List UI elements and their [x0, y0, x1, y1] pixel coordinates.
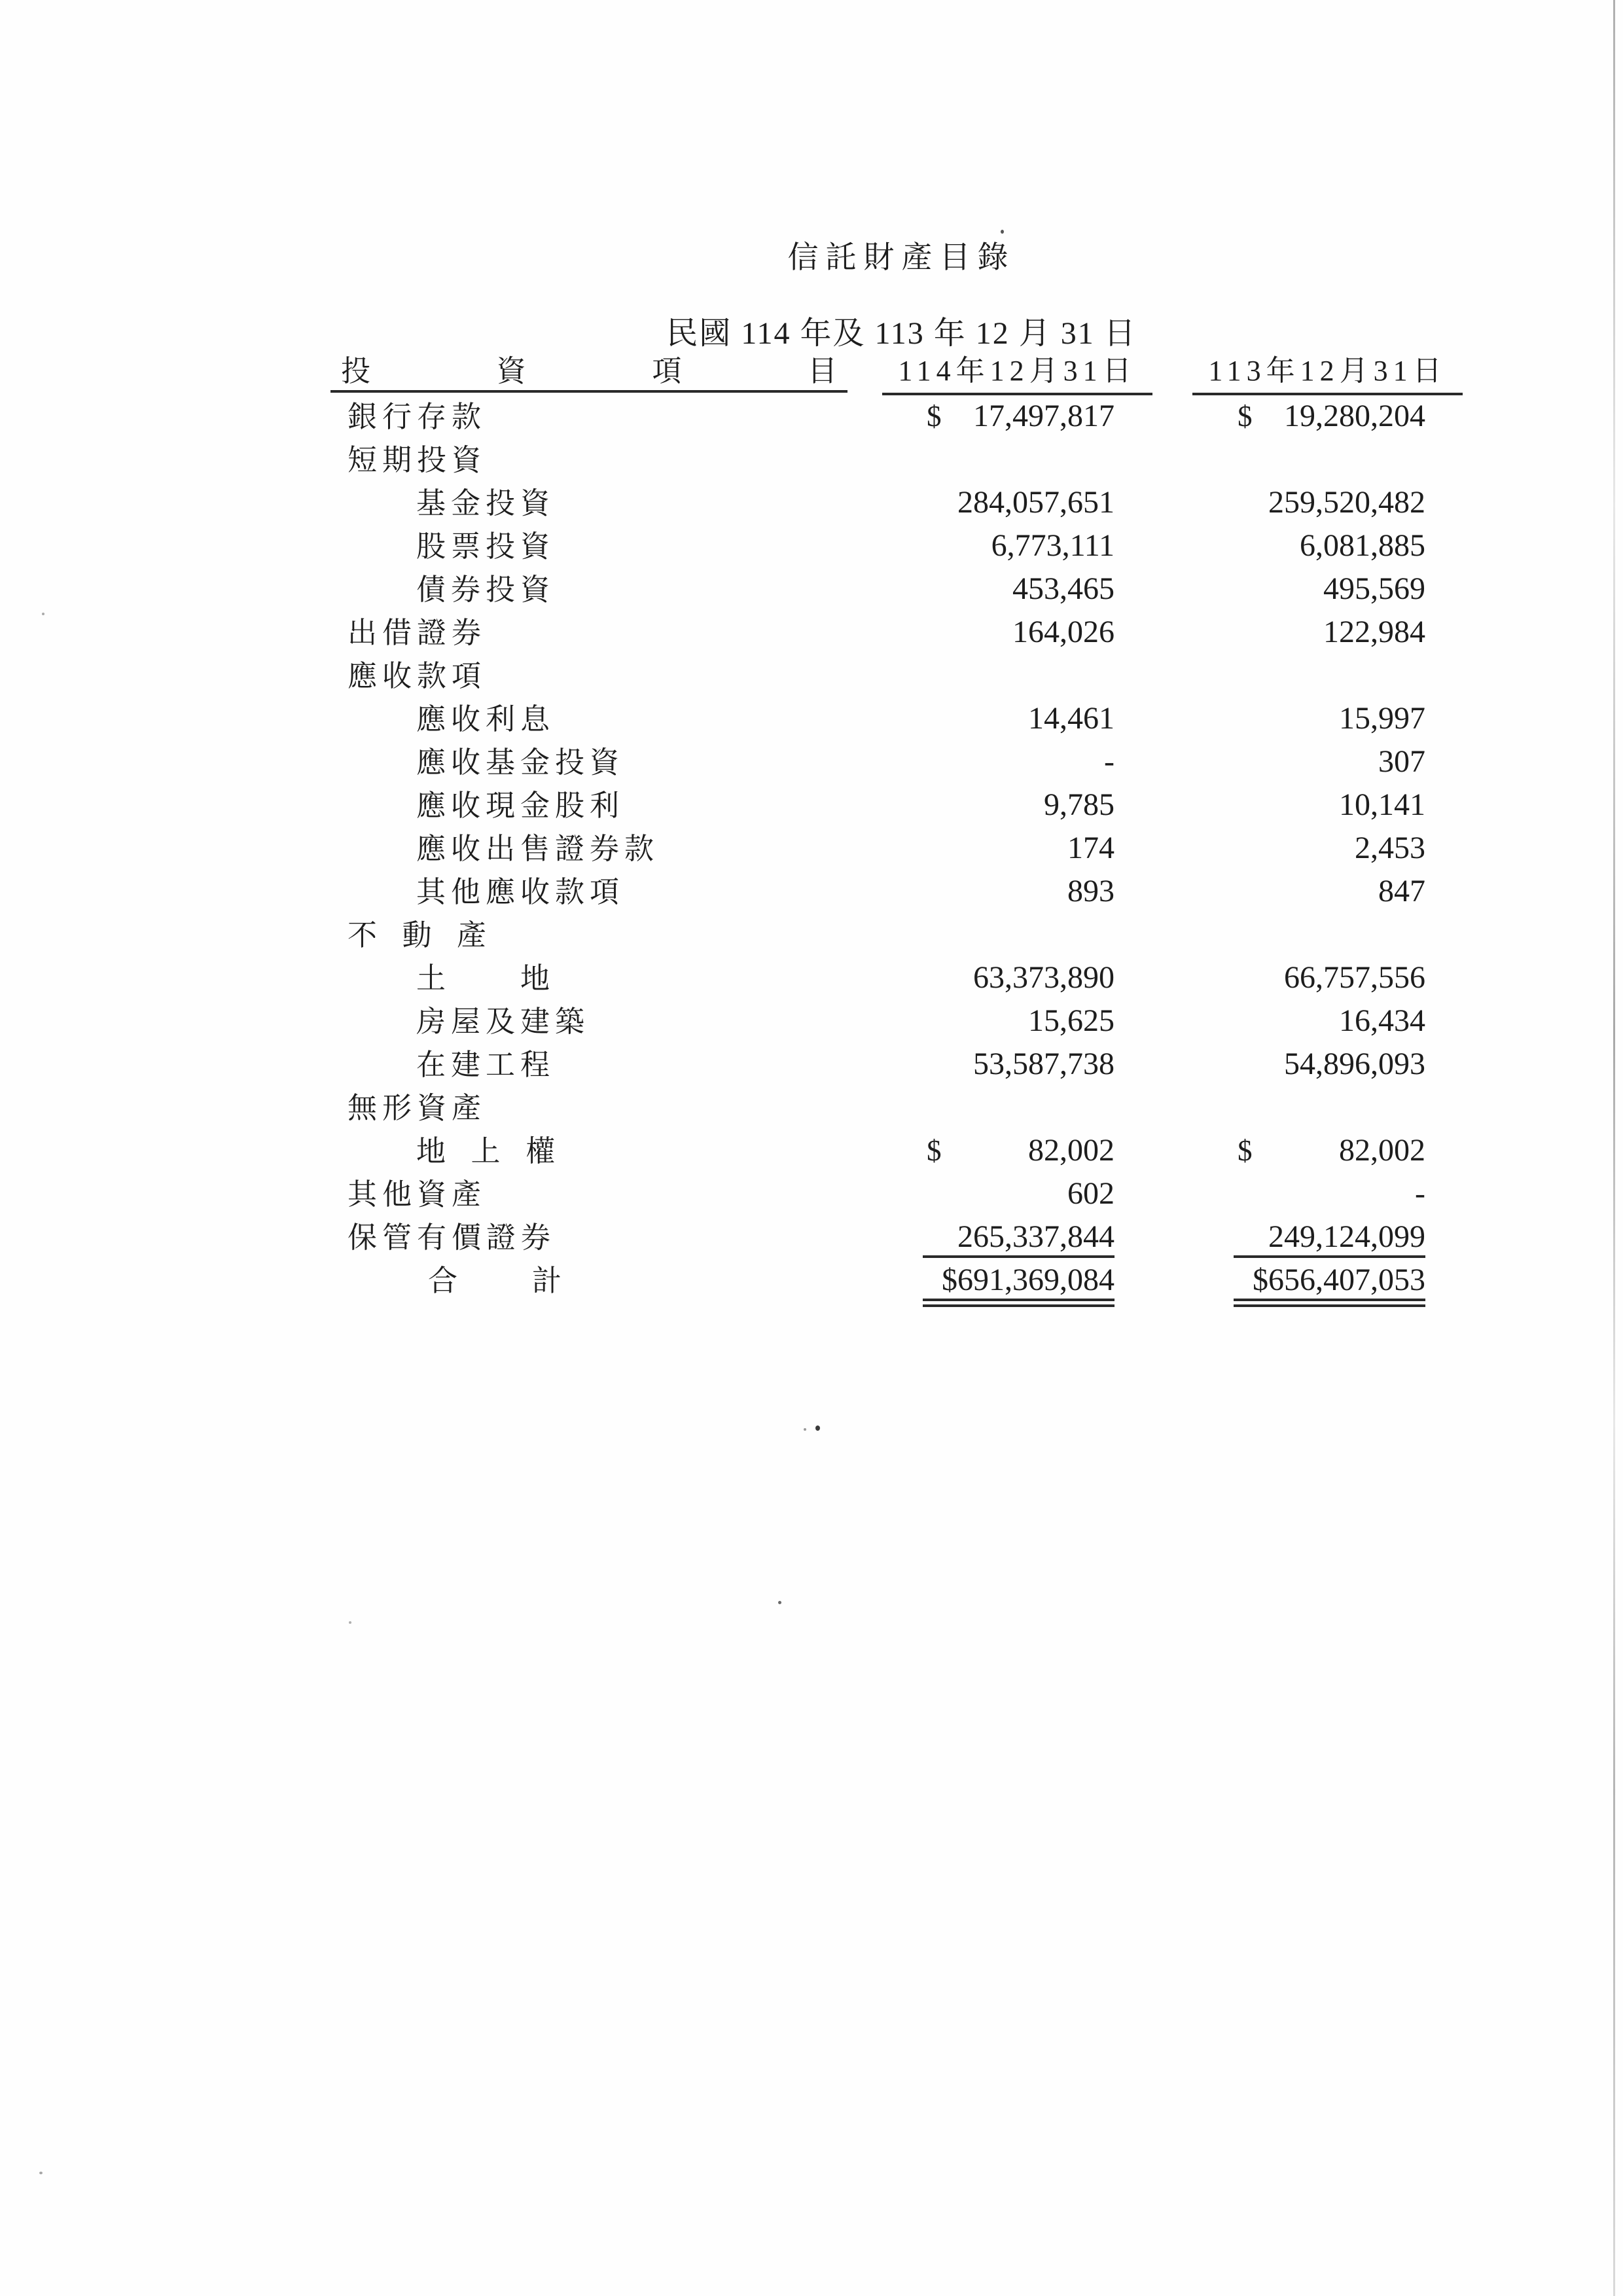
amount-value: 122,984: [1323, 615, 1425, 649]
amount-value: -: [1104, 744, 1115, 779]
amount-cell-v2: [1234, 1046, 1425, 1083]
table-row: [330, 914, 1472, 957]
amount-cell-v2: [1234, 916, 1425, 953]
amount-cell-v1: [923, 1046, 1115, 1083]
scan-artifact-line: [1613, 0, 1615, 2296]
scan-speck: [349, 1621, 351, 1624]
amount-cell-v1: [923, 830, 1115, 867]
amount-cell-v1: [923, 614, 1115, 651]
amount-cell-v1: [923, 744, 1115, 780]
table-header-date-113: 113年12月31日: [1192, 352, 1463, 395]
amount-cell-v1: [923, 1003, 1115, 1039]
amount-value: 17,497,817: [973, 399, 1115, 433]
row-label: 其他資產: [348, 1178, 487, 1211]
table-header-item-column: [330, 352, 847, 393]
amount-value: 10,141: [1339, 787, 1425, 822]
amount-value: 249,124,099: [1268, 1219, 1425, 1254]
table-row: [330, 784, 1472, 827]
header-item-char: 項: [652, 355, 682, 387]
table-row: [330, 568, 1472, 611]
row-label: 股票投資: [416, 530, 556, 563]
scan-speck: [778, 1601, 781, 1604]
amount-value: 6,081,885: [1300, 528, 1425, 563]
amount-cell-v2: [1234, 398, 1425, 435]
amount-value: 284,057,651: [957, 485, 1115, 520]
table-row: [330, 1000, 1472, 1043]
dollar-sign: $: [927, 400, 942, 433]
amount-value: 82,002: [1339, 1133, 1425, 1168]
amount-cell-v1: [923, 657, 1115, 694]
table-row: [330, 1216, 1472, 1259]
amount-cell-v1: [923, 1175, 1115, 1212]
row-label: 地 上 權: [416, 1135, 561, 1168]
table-row: [330, 655, 1472, 698]
amount-value: 53,587,738: [973, 1047, 1115, 1081]
amount-value: 259,520,482: [1268, 485, 1425, 520]
row-label: 房屋及建築: [416, 1005, 590, 1038]
amount-value: 164,026: [1012, 615, 1115, 649]
row-label: 出借證券: [348, 617, 487, 649]
row-label: 應收基金投資: [416, 746, 625, 779]
row-label: 短期投資: [348, 444, 487, 476]
amount-cell-v2: [1234, 441, 1425, 478]
amount-cell-v1: [923, 398, 1115, 435]
amount-cell-v2: [1234, 700, 1425, 737]
scan-speck: [1001, 230, 1004, 234]
row-label: 保管有價證券: [348, 1221, 556, 1254]
amount-value: 2,453: [1355, 831, 1425, 865]
amount-value: $691,369,084: [942, 1263, 1115, 1297]
dollar-sign: $: [1238, 400, 1253, 433]
amount-cell-v1: [923, 441, 1115, 478]
amount-value: 19,280,204: [1284, 399, 1425, 433]
amount-value: 893: [1067, 874, 1115, 908]
row-label: 應收款項: [348, 660, 487, 692]
amount-cell-v1: [923, 1262, 1115, 1307]
table-row: [330, 1043, 1472, 1086]
amount-cell-v2: [1234, 787, 1425, 823]
dollar-sign: $: [927, 1134, 942, 1167]
amount-cell-v2: [1234, 960, 1425, 996]
amount-cell-v2: [1234, 1262, 1425, 1307]
scan-speck: [804, 1428, 806, 1431]
row-label: 土 地: [416, 962, 556, 995]
row-label: 其他應收款項: [416, 876, 625, 908]
document-title: 信託財產目錄: [787, 241, 1016, 275]
amount-cell-v2: [1234, 1132, 1425, 1169]
table-row: [330, 870, 1472, 914]
amount-cell-v2: [1234, 1003, 1425, 1039]
amount-value: 63,373,890: [973, 960, 1115, 995]
amount-value: 15,625: [1028, 1003, 1115, 1038]
table-row: [330, 741, 1472, 784]
document-content: [330, 0, 1472, 2296]
table-row: [330, 1086, 1472, 1130]
amount-value: 14,461: [1028, 701, 1115, 736]
table-row: [330, 611, 1472, 655]
amount-cell-v1: [923, 960, 1115, 996]
scan-speck: [42, 613, 45, 615]
header-item-char: 投: [341, 355, 371, 387]
amount-cell-v2: [1234, 830, 1425, 867]
amount-cell-v1: [923, 873, 1115, 910]
table-row: [330, 1173, 1472, 1216]
amount-cell-v2: [1234, 484, 1425, 521]
amount-cell-v2: [1234, 657, 1425, 694]
amount-cell-v1: [923, 1132, 1115, 1169]
row-label: 合 計: [428, 1265, 567, 1297]
amount-value: 66,757,556: [1284, 960, 1425, 995]
amount-value: 847: [1378, 874, 1425, 908]
table-row: [330, 698, 1472, 741]
table-rows: [330, 395, 1472, 1302]
row-label: 應收出售證券款: [416, 833, 660, 865]
amount-cell-v1: [923, 700, 1115, 737]
amount-value: 15,997: [1339, 701, 1425, 736]
row-label: 銀行存款: [348, 401, 487, 433]
amount-cell-v1: [923, 484, 1115, 521]
row-label: 基金投資: [416, 487, 556, 520]
amount-cell-v2: [1234, 744, 1425, 780]
amount-value: 307: [1378, 744, 1425, 779]
amount-value: 453,465: [1012, 571, 1115, 606]
amount-cell-v1: [923, 571, 1115, 607]
scan-speck: [39, 2172, 43, 2174]
amount-cell-v2: [1234, 528, 1425, 564]
amount-cell-v2: [1234, 1089, 1425, 1126]
scan-speck: [815, 1426, 820, 1431]
amount-value: $656,407,053: [1253, 1263, 1425, 1297]
amount-value: 602: [1067, 1176, 1115, 1211]
table-row: [330, 482, 1472, 525]
row-label: 應收利息: [416, 703, 556, 736]
table-row: [330, 439, 1472, 482]
row-label: 無形資產: [348, 1092, 487, 1124]
table-header-row: [330, 352, 1472, 395]
amount-value: 54,896,093: [1284, 1047, 1425, 1081]
header-item-char: 資: [496, 355, 526, 387]
table-row: [330, 827, 1472, 870]
table-row: [330, 1130, 1472, 1173]
amount-cell-v2: [1234, 873, 1425, 910]
row-label: 債券投資: [416, 573, 556, 606]
amount-value: 495,569: [1323, 571, 1425, 606]
amount-value: 174: [1067, 831, 1115, 865]
row-label: 應收現金股利: [416, 789, 625, 822]
amount-cell-v1: [923, 916, 1115, 953]
amount-cell-v2: [1234, 614, 1425, 651]
amount-cell-v2: [1234, 1175, 1425, 1212]
table-header-date-114: 114年12月31日: [882, 352, 1152, 395]
amount-value: 265,337,844: [957, 1219, 1115, 1254]
amount-cell-v1: [923, 1219, 1115, 1258]
amount-value: -: [1415, 1176, 1425, 1211]
amount-value: 82,002: [1028, 1133, 1115, 1168]
table-row: [330, 395, 1472, 439]
header-item-char: 目: [807, 355, 837, 387]
row-label: 不 動 產: [348, 919, 492, 952]
document-subtitle: 民國 114 年及 113 年 12 月 31 日: [666, 316, 1137, 351]
amount-cell-v2: [1234, 571, 1425, 607]
amount-cell-v1: [923, 787, 1115, 823]
amount-cell-v2: [1234, 1219, 1425, 1258]
amount-cell-v1: [923, 528, 1115, 564]
table-row: [330, 1259, 1472, 1302]
amount-value: 6,773,111: [991, 528, 1115, 563]
amount-value: 9,785: [1044, 787, 1115, 822]
amount-cell-v1: [923, 1089, 1115, 1126]
table-row: [330, 525, 1472, 568]
row-label: 在建工程: [416, 1049, 556, 1081]
table-row: [330, 957, 1472, 1000]
dollar-sign: $: [1238, 1134, 1253, 1167]
amount-value: 16,434: [1339, 1003, 1425, 1038]
